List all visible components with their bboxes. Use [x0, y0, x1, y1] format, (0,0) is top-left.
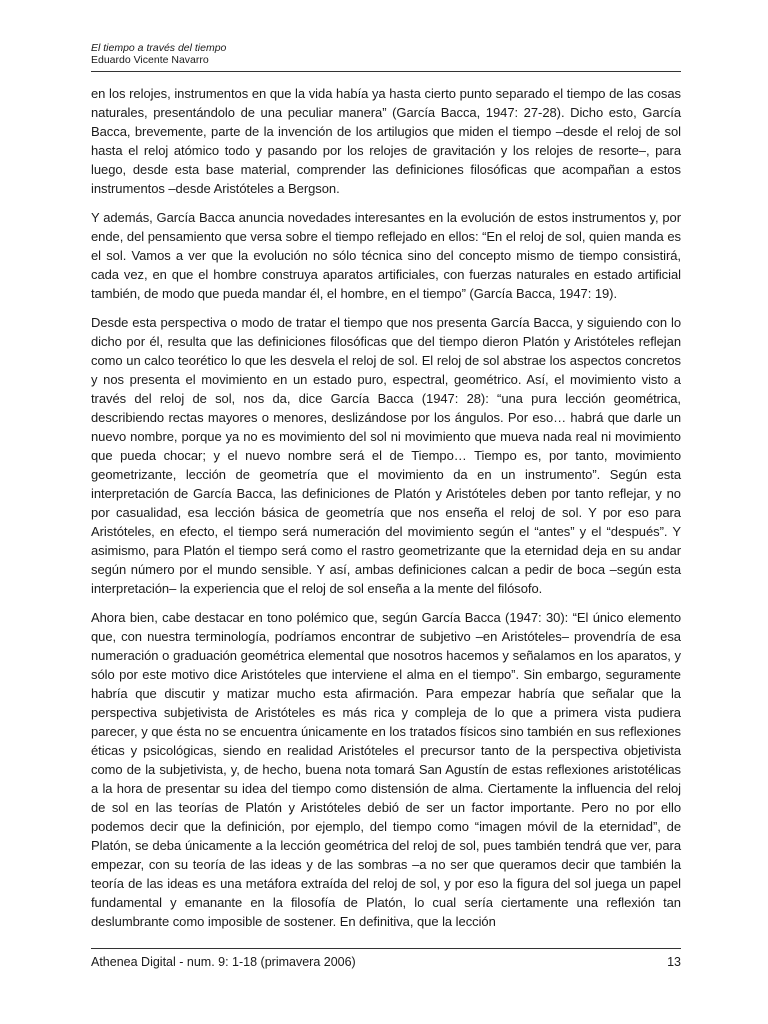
- paragraph-1: en los relojes, instrumentos en que la vida había ya hasta cierto punto separado el tiempo de las cosas naturales, presentándolo de una peculiar manera” (García Bacca, 1947: 27-28). Dicho esto, García Bacca, brevemente, parte de la invención de los artilugios que miden el tiempo –desde el reloj de sol hasta el reloj atómico todo y pasando por los relojes de gravitación y los relojes de resorte–, para luego, desde esta base material, comprender las definiciones filosóficas que acompañan a estos instrumentos –desde Aristóteles a Bergson.: [91, 86, 681, 196]
- running-header: [91, 42, 681, 66]
- footer-page-number: 13: [667, 955, 681, 969]
- footer-rule: [91, 948, 681, 949]
- header-rule: [91, 71, 681, 72]
- running-header-author: Eduardo Vicente Navarro: [91, 54, 209, 66]
- running-header-title: El tiempo a través del tiempo: [91, 42, 227, 54]
- paragraph-3: Desde esta perspectiva o modo de tratar el tiempo que nos presenta García Bacca, y siguiendo con lo dicho por él, resulta que las definiciones filosóficas que del tiempo dieron Platón y Aristóteles reflejan como un calco teorético lo que les desvela el reloj de sol. El reloj de sol abstrae los aspectos concretos y nos presenta el movimiento en un estado puro, espectral, geométrico. Así, el movimiento visto a través del reloj de sol, nos da, dice García Bacca (1947: 28): “una pura lección geométrica, describiendo rectas mayores o menores, deslizándose por los ángulos. Por eso… habrá que darle un nuevo nombre, porque ya no es movimiento del sol ni movimiento que mueva nada real ni movimiento que pueda chocar; y el nuevo nombre será el de Tiempo… Tiempo es, por tanto, movimiento geometrizante, lección de geometría que el movimiento da en un instrumento”. Según esta interpretación de García Bacca, las definiciones de Platón y Aristóteles deben por tanto reflejar, y no por casualidad, esa lección básica de geometría que nos enseña el reloj de sol. Y por eso para Aristóteles, en efecto, el tiempo será numeración del movimiento según el “antes” y el “después”. Y asimismo, para Platón el tiempo será como el rastro geometrizante que la eternidad deja en su andar según número por el mundo sensible. Y así, ambas definiciones calcan a pedir de boca –según esta interpretación– la experiencia que el reloj de sol enseña a la mente del filósofo.: [91, 315, 681, 596]
- footer-journal-citation: Athenea Digital - num. 9: 1-18 (primavera 2006): [91, 955, 356, 969]
- body-text: [91, 84, 681, 931]
- page-footer: [91, 955, 681, 970]
- paragraph-2: Y además, García Bacca anuncia novedades interesantes en la evolución de estos instrumentos y, por ende, del pensamiento que versa sobre el tiempo reflejado en ellos: “En el reloj de sol, quien manda es el sol. Vamos a ver que la evolución no sólo técnica sino del concepto mismo de tiempo consistirá, cada vez, en que el hombre construya aparatos artificiales, con fuerzas naturales en estado artificial también, de modo que pueda mandar él, el hombre, en el tiempo” (García Bacca, 1947: 19).: [91, 210, 681, 301]
- paragraph-4: Ahora bien, cabe destacar en tono polémico que, según García Bacca (1947: 30): “El único elemento que, con nuestra terminología, podríamos encontrar de subjetivo –en Aristóteles– provendría de esa numeración o graduación geométrica elemental que nosotros hacemos y señalamos en los aparatos, y sólo por este motivo dice Aristóteles que interviene el alma en el tiempo”. Sin embargo, seguramente habría que discutir y matizar mucho esta afirmación. Para empezar habría que señalar que la perspectiva subjetivista de Aristóteles es más rica y compleja de lo que a primera vista pudiera parecer, y que ésta no se encuentra únicamente en los tratados físicos sino también en sus reflexiones éticas y psicológicas, siendo en realidad Aristóteles el precursor tanto de la perspectiva objetivista como de la subjetivista, y, de hecho, buena nota tomará San Agustín de estas reflexiones aristotélicas a la hora de presentar su idea del tiempo como distensión de alma. Ciertamente la influencia del reloj de sol en las teorías de Platón y Aristóteles debió de ser un factor importante. Pero no por ello podemos decir que la definición, por ejemplo, del tiempo como “imagen móvil de la eternidad”, de Platón, se deba únicamente a la lección geométrica del reloj de sol, pues también tendrá que ver, para empezar, con su teoría de las ideas y de las sombras –a no ser que queramos decir que también la teoría de las ideas es una metáfora extraída del reloj de sol, y por eso la figura del sol juega un papel fundamental y emanante en la filosofía de Platón, lo cual sería ciertamente una reflexión tan deslumbrante como imposible de sostener. En definitiva, que la lección: [91, 610, 681, 929]
